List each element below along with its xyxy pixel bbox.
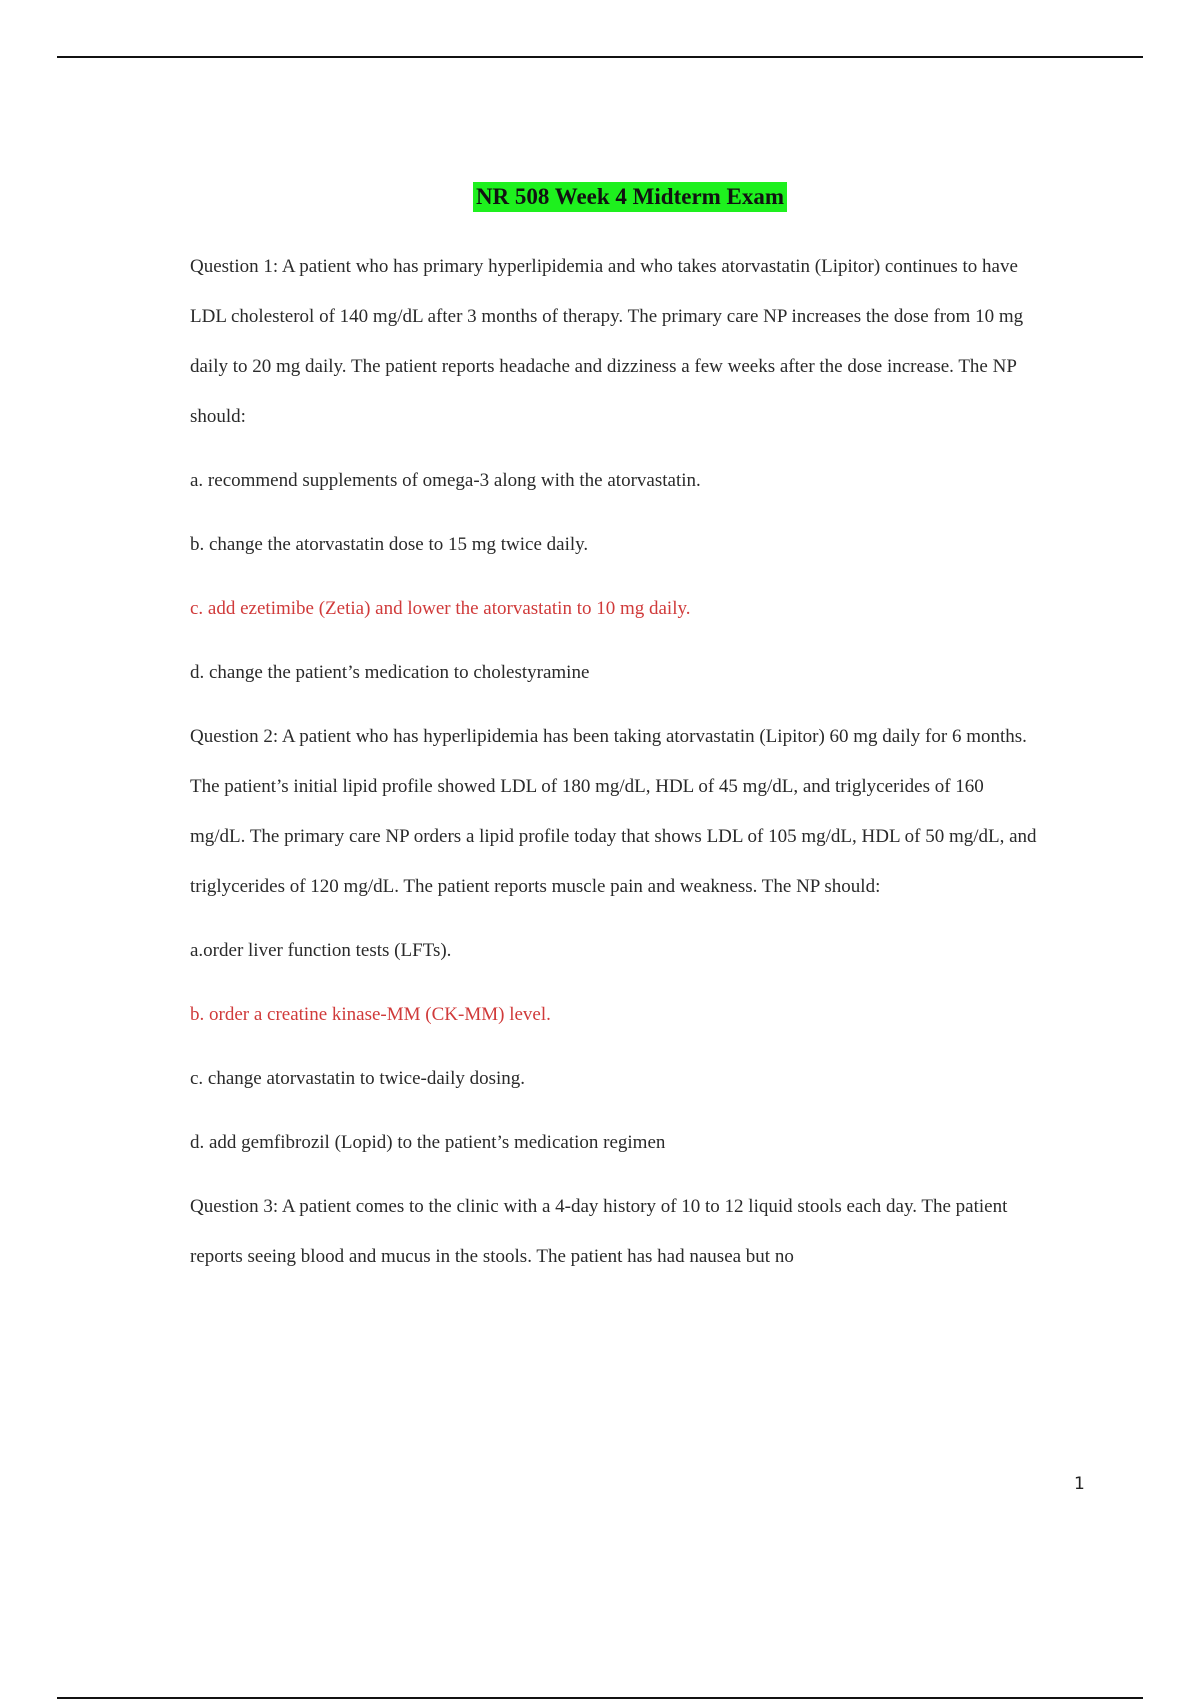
question-1-option-a: a. recommend supplements of omega-3 along with the atorvastatin. xyxy=(190,470,701,491)
question-2-option-a: a.order liver function tests (LFTs). xyxy=(190,940,452,961)
question-1-option-b: b. change the atorvastatin dose to 15 mg twice daily. xyxy=(190,534,589,555)
title-wrap xyxy=(190,182,1040,212)
bottom-rule xyxy=(57,1697,1143,1699)
question-1-stem: Question 1: A patient who has primary hyperlipidemia and who takes atorvastatin (Lipitor) continues to have LDL cholesterol of 140 mg/dL after 3 months of therapy. The primary care NP increases the dose from 10 mg daily to 20 mg daily. The patient reports headache and dizziness a few weeks after the dose increase. The NP should: xyxy=(190,256,1024,427)
question-1-option-d: d. change the patient’s medication to cholestyramine xyxy=(190,662,590,683)
top-rule xyxy=(57,56,1143,58)
question-2-option-c: c. change atorvastatin to twice-daily dosing. xyxy=(190,1068,526,1089)
question-3-stem: Question 3: A patient comes to the clinic with a 4-day history of 10 to 12 liquid stools each day. The patient reports seeing blood and mucus in the stools. The patient has had nausea but no xyxy=(190,1196,1008,1267)
document-body xyxy=(190,182,1040,1296)
question-2-option-b-correct-answer: b. order a creatine kinase-MM (CK-MM) level. xyxy=(190,1004,551,1025)
document-title: NR 508 Week 4 Midterm Exam xyxy=(473,182,787,212)
question-1-option-c-correct-answer: c. add ezetimibe (Zetia) and lower the atorvastatin to 10 mg daily. xyxy=(190,598,691,619)
page-number: 1 xyxy=(1074,1474,1085,1494)
question-2-stem: Question 2: A patient who has hyperlipidemia has been taking atorvastatin (Lipitor) 60 mg daily for 6 months. The patient’s initial lipid profile showed LDL of 180 mg/dL, HDL of 45 mg/dL, and triglycerides of 160 mg/dL. The primary care NP orders a lipid profile today that shows LDL of 105 mg/dL, HDL of 50 mg/dL, and triglycerides of 120 mg/dL. The patient reports muscle pain and weakness. The NP should: xyxy=(190,726,1037,897)
question-2-option-d: d. add gemfibrozil (Lopid) to the patient’s medication regimen xyxy=(190,1132,666,1153)
